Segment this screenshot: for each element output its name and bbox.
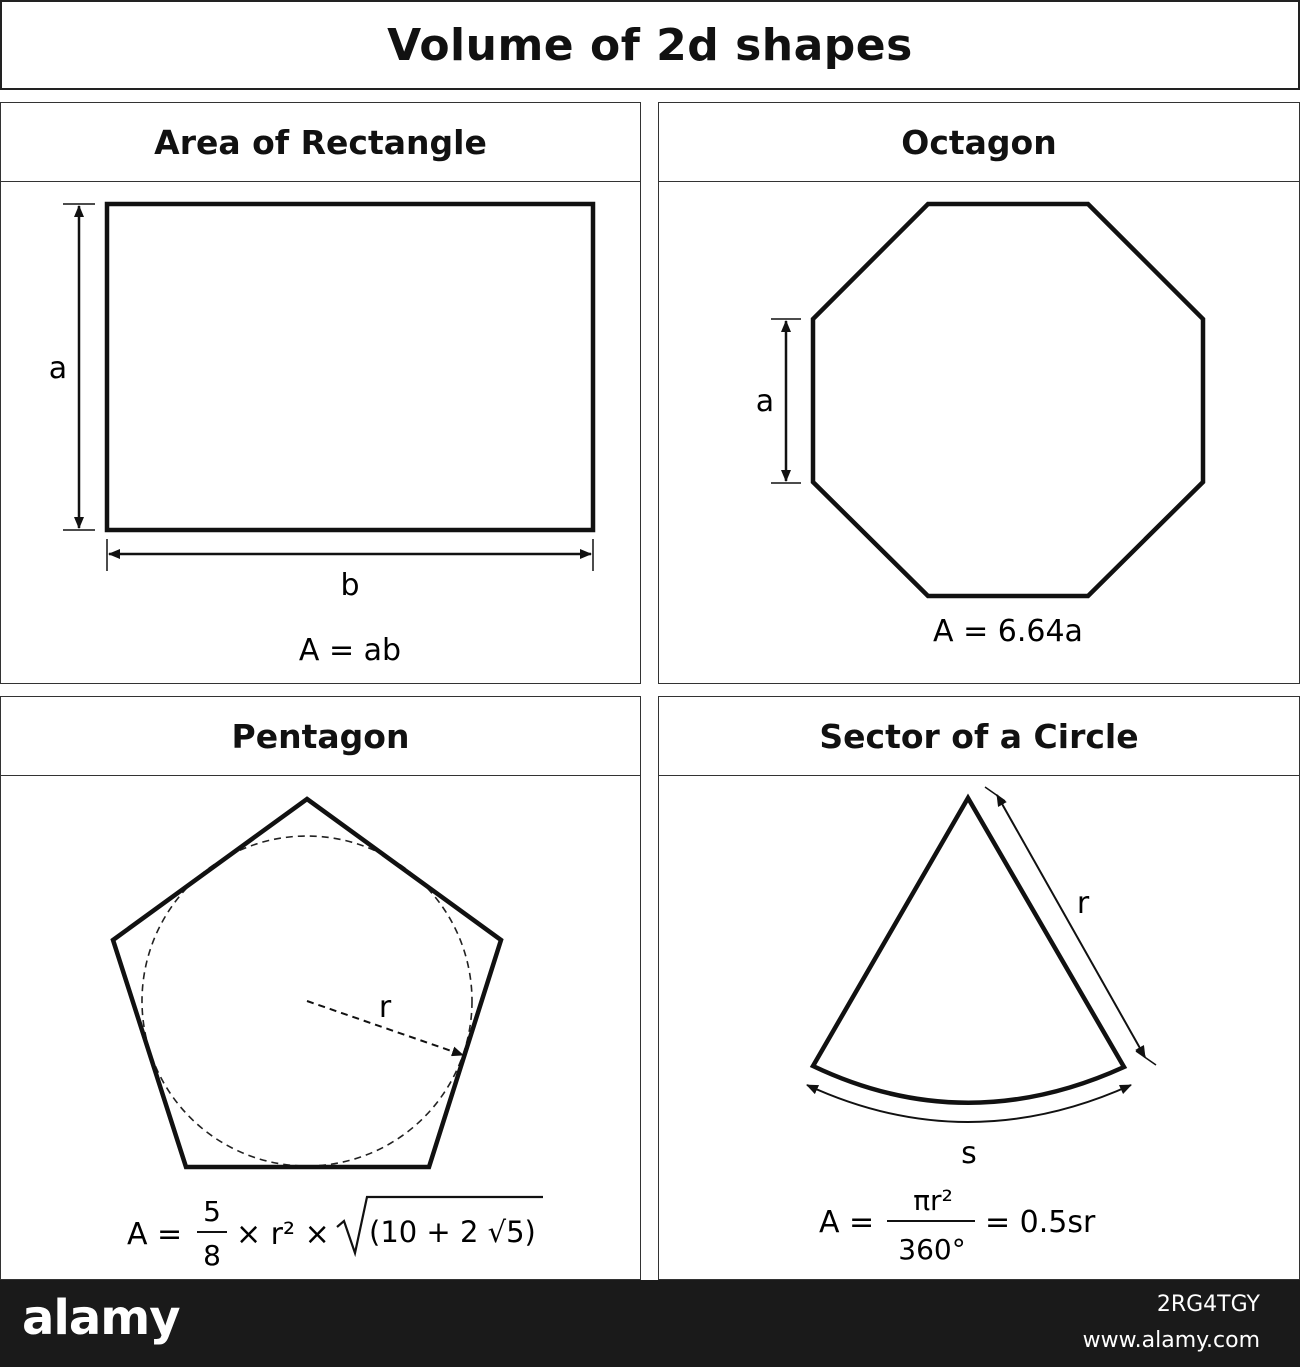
dimension-tick bbox=[985, 787, 1005, 801]
formula: A = ab bbox=[298, 633, 402, 668]
formula-prefix: A = bbox=[127, 1217, 183, 1252]
formula: A = 6.64a bbox=[933, 614, 1083, 649]
label-r: r bbox=[1076, 886, 1090, 921]
formula-root: (10 + 2 √5) bbox=[369, 1215, 536, 1249]
watermark-bar bbox=[0, 1280, 1300, 1367]
fraction-numerator: πr² bbox=[913, 1184, 953, 1217]
label-r: r bbox=[378, 990, 392, 1025]
octagon-shape bbox=[813, 204, 1203, 596]
label-a: a bbox=[48, 351, 68, 386]
brand-logo: alamy bbox=[22, 1290, 180, 1346]
panel-heading: Area of Rectangle bbox=[1, 103, 640, 182]
sector-shape bbox=[813, 798, 1124, 1103]
site-url: www.alamy.com bbox=[1082, 1328, 1260, 1353]
panel-octagon bbox=[658, 102, 1300, 684]
panel-heading: Octagon bbox=[659, 103, 1299, 182]
title-box bbox=[0, 0, 1300, 90]
panel-rectangle bbox=[0, 102, 641, 684]
fraction-numerator: 5 bbox=[203, 1195, 221, 1228]
pentagon-shape bbox=[113, 799, 501, 1167]
label-a: a bbox=[755, 384, 775, 419]
panel-sector bbox=[658, 696, 1300, 1280]
formula-middle: × r² × bbox=[236, 1217, 330, 1252]
dimension-tick bbox=[1136, 1051, 1156, 1065]
fraction-denominator: 8 bbox=[203, 1239, 221, 1272]
rectangle-shape bbox=[107, 204, 593, 530]
label-s: s bbox=[961, 1136, 977, 1171]
formula-suffix: = 0.5sr bbox=[985, 1205, 1096, 1240]
pentagon-diagram bbox=[1, 697, 642, 1281]
rectangle-diagram bbox=[1, 103, 642, 685]
formula-prefix: A = bbox=[819, 1205, 875, 1240]
page-title: Volume of 2d shapes bbox=[387, 19, 913, 71]
label-b: b bbox=[340, 568, 360, 603]
octagon-diagram bbox=[659, 103, 1300, 685]
panel-heading: Sector of a Circle bbox=[659, 697, 1299, 776]
dimension-arrow-r bbox=[997, 795, 1145, 1057]
panel-pentagon bbox=[0, 696, 641, 1280]
sector-diagram bbox=[659, 697, 1300, 1281]
image-id: 2RG4TGY bbox=[1156, 1292, 1260, 1317]
panel-heading: Pentagon bbox=[1, 697, 640, 776]
fraction-denominator: 360° bbox=[898, 1233, 966, 1266]
